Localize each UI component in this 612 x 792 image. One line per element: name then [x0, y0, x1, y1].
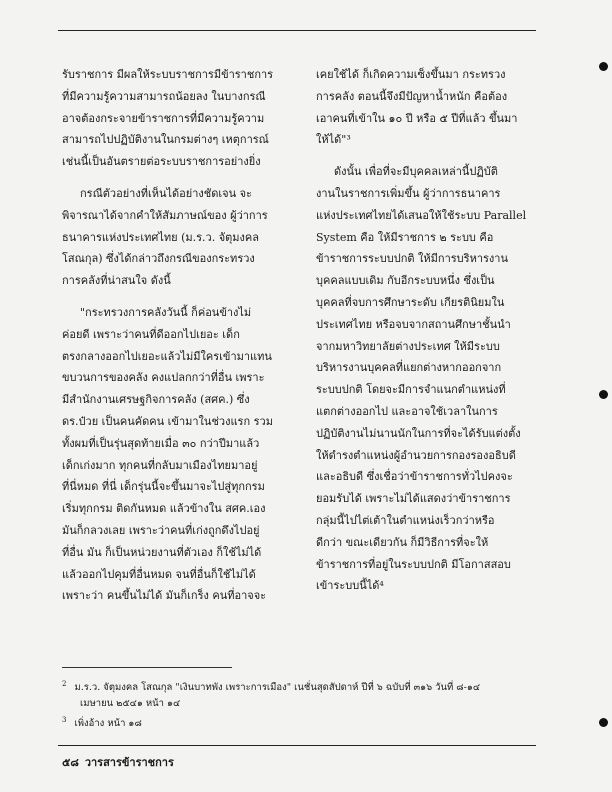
text-line: พิจารณาได้จากคำให้สัมภาษณ์ของ ผู้ว่าการ	[62, 208, 268, 222]
quote-paragraph	[62, 302, 284, 607]
text-line: มีสำนักงานเศรษฐกิจการคลัง (สศค.) ซึ่ง	[62, 393, 250, 407]
text-line: System คือ ให้มีราชการ ๒ ระบบ คือ	[316, 230, 494, 244]
text-line: เอาคนที่เข้าใน ๑๐ ปี หรือ ๕ ปีที่แล้ว ขึ้นมา	[316, 111, 518, 125]
left-paragraph-2	[62, 183, 284, 292]
text-line: ยอมรับได้ เพราะไม่ได้แสดงว่าข้าราชการ	[316, 492, 511, 506]
text-line: ตรงกลางออกไปเยอะแล้วไม่มีใครเข้ามาแทน	[62, 349, 272, 363]
footnote-text: เพิ่งอ้าง หน้า ๑๘	[74, 718, 142, 730]
footnote-number: 2	[62, 680, 67, 688]
text-line: ค่อยดี เพราะว่าคนที่ดีออกไปเยอะ เด็ก	[62, 327, 240, 341]
text-line: ดังนั้น เพื่อที่จะมีบุคคลเหล่านี้ปฏิบัติ	[334, 165, 498, 179]
text-line: ที่อื่น มัน ก็เป็นหน่วยงานที่ตัวเอง ก็ใช้ไม่ได้	[62, 545, 262, 559]
text-line: ทั้งผมที่เป็นรุ่นสุดท้ายเมื่อ ๓๐ กว่าปีมาแล้ว	[62, 436, 260, 450]
text-line: สามารถไปปฏิบัติงานในกรมต่างๆ เหตุการณ์	[62, 133, 269, 147]
page-footer	[62, 753, 180, 771]
text-line: ให้ได้"³	[316, 133, 351, 147]
text-line: บริหารงานบุคคลที่แยกต่างหากออกจาก	[316, 361, 502, 375]
footnote-2	[62, 676, 542, 696]
text-line: จากมหาวิทยาลัยต่างประเทศ ให้มีระบบ	[316, 339, 500, 353]
text-line: แตกต่างออกไป และอาจใช้เวลาในการ	[316, 404, 498, 418]
text-line: แห่งประเทศไทยได้เสนอให้ใช้ระบบ Parallel	[316, 208, 527, 222]
text-line: และอธิบดี ซึ่งเชื่อว่าข้าราชการทั่วไปคงจะ	[316, 470, 513, 484]
text-line: เริ่มทุกกรม ติดกันหมด แล้วข้างใน สศค.เอง	[62, 502, 266, 516]
footnote-2-continued	[62, 696, 542, 712]
punch-hole	[599, 718, 608, 727]
punch-hole	[599, 390, 608, 399]
text-line: การคลัง ตอนนี้จึงมีปัญหาน้ำหนัก คือต้อง	[316, 89, 508, 103]
text-line: ประเทศไทย หรือจบจากสถานศึกษาชั้นนำ	[316, 317, 511, 331]
text-line: ระบบปกติ โดยจะมีการจำแนกตำแหน่งที่	[316, 383, 506, 397]
text-line: ดร.ป๋วย เป็นคนคัดคน เข้ามาในช่วงแรก รวม	[62, 414, 273, 428]
text-line: โสณกุล) ซึ่งได้กล่าวถึงกรณีของกระทรวง	[62, 252, 255, 266]
journal-title: วารสารข้าราชการ	[84, 756, 174, 769]
text-line: เพราะว่า คนขึ้นไม่ได้ มันก็เกร็ง คนที่อาจจะ	[62, 589, 267, 603]
text-line: มันก็กลวงเลย เพราะว่าคนที่เก่งถูกดึงไปอยู่	[62, 523, 260, 537]
text-line: กรณีตัวอย่างที่เห็นได้อย่างชัดเจน จะ	[80, 186, 252, 200]
text-line: ข้าราชการที่อยู่ในระบบปกติ มีโอกาสสอบ	[316, 557, 511, 571]
footnote-rule	[62, 667, 232, 668]
text-line: ขบวนการของคลัง คงแปลกกว่าที่อื่น เพราะ	[62, 371, 265, 385]
text-line: อาจต้องกระจายข้าราชการที่มีความรู้ความ	[62, 111, 265, 125]
header-rule	[58, 30, 536, 31]
text-line: กลุ่มนี้ไปไต่เต้าในตำแหน่งเร็วกว่าหรือ	[316, 513, 495, 527]
punch-hole	[599, 62, 608, 71]
right-paragraph-2	[316, 161, 538, 597]
text-line: เด็กเก่งมาก ทุกคนที่กลับมาเมืองไทยมาอยู่	[62, 458, 258, 472]
text-line: ที่นี่หมด ที่นี่ เด็กรุ่นนี้จะขึ้นมาจะไปสู่ทุกกรม	[62, 480, 265, 494]
text-line: ดีกว่า ขณะเดียวกัน ก็มีวิธีการที่จะให้	[316, 535, 489, 549]
text-line: ข้าราชการระบบปกติ ให้มีการบริหารงาน	[316, 252, 508, 266]
text-line: "กระทรวงการคลังวันนี้ ก็ค่อนข้างไม่	[80, 305, 252, 319]
left-paragraph-1	[62, 64, 284, 173]
footnote-text: ม.ร.ว. จัตุมงคล โสณกุล "เงินบาทพัง เพราะการเมือง" เนชั่นสุดสัปดาห์ ปีที่ ๖ ฉบับที่ ๓๑๖ วันที่ ๘-๑๔	[74, 682, 481, 694]
text-line: การคลังที่น่าสนใจ ดังนี้	[62, 274, 171, 288]
text-line: รับราชการ มีผลให้ระบบราชการมีข้าราชการ	[62, 68, 274, 81]
text-line: ที่มีความรู้ความสามารถน้อยลง ในบางกรณี	[62, 89, 266, 103]
page-number: ๕๘	[62, 756, 79, 769]
footer-rule	[58, 745, 536, 746]
text-line: ให้ดำรงตำแหน่งผู้อำนวยการกองรองอธิบดี	[316, 448, 516, 462]
text-line: เคยใช้ได้ ก็เกิดความเซ็งขึ้นมา กระทรวง	[316, 68, 506, 81]
text-line: เข้าระบบนี้ได้⁴	[316, 579, 384, 593]
text-line: เช่นนี้เป็นอันตรายต่อระบบราชการอย่างยิ่ง	[62, 155, 261, 169]
footnote-number: 3	[62, 716, 67, 725]
quote-continuation	[316, 64, 538, 151]
footnote-3	[62, 712, 542, 732]
footnotes	[62, 676, 542, 732]
text-line: ปฏิบัติงานไม่นานนักในการที่จะได้รับแต่งตั้ง	[316, 426, 521, 440]
text-line: งานในราชการเพิ่มขึ้น ผู้ว่าการธนาคาร	[316, 186, 501, 200]
left-column	[62, 64, 284, 617]
text-line: บุคคลแบบเดิม กับอีกระบบหนึ่ง ซึ่งเป็น	[316, 274, 495, 288]
footnote-text: เมษายน ๒๕๔๑ หน้า ๑๔	[80, 698, 181, 710]
right-column	[316, 64, 538, 607]
text-line: แล้วออกไปคุมที่อื่นหมด จนที่อื่นก็ใช้ไม่ได้	[62, 567, 256, 581]
text-line: ธนาคารแห่งประเทศไทย (ม.ร.ว. จัตุมงคล	[62, 230, 260, 244]
text-line: บุคคลที่จบการศึกษาระดับ เกียรตินิยมใน	[316, 295, 505, 309]
